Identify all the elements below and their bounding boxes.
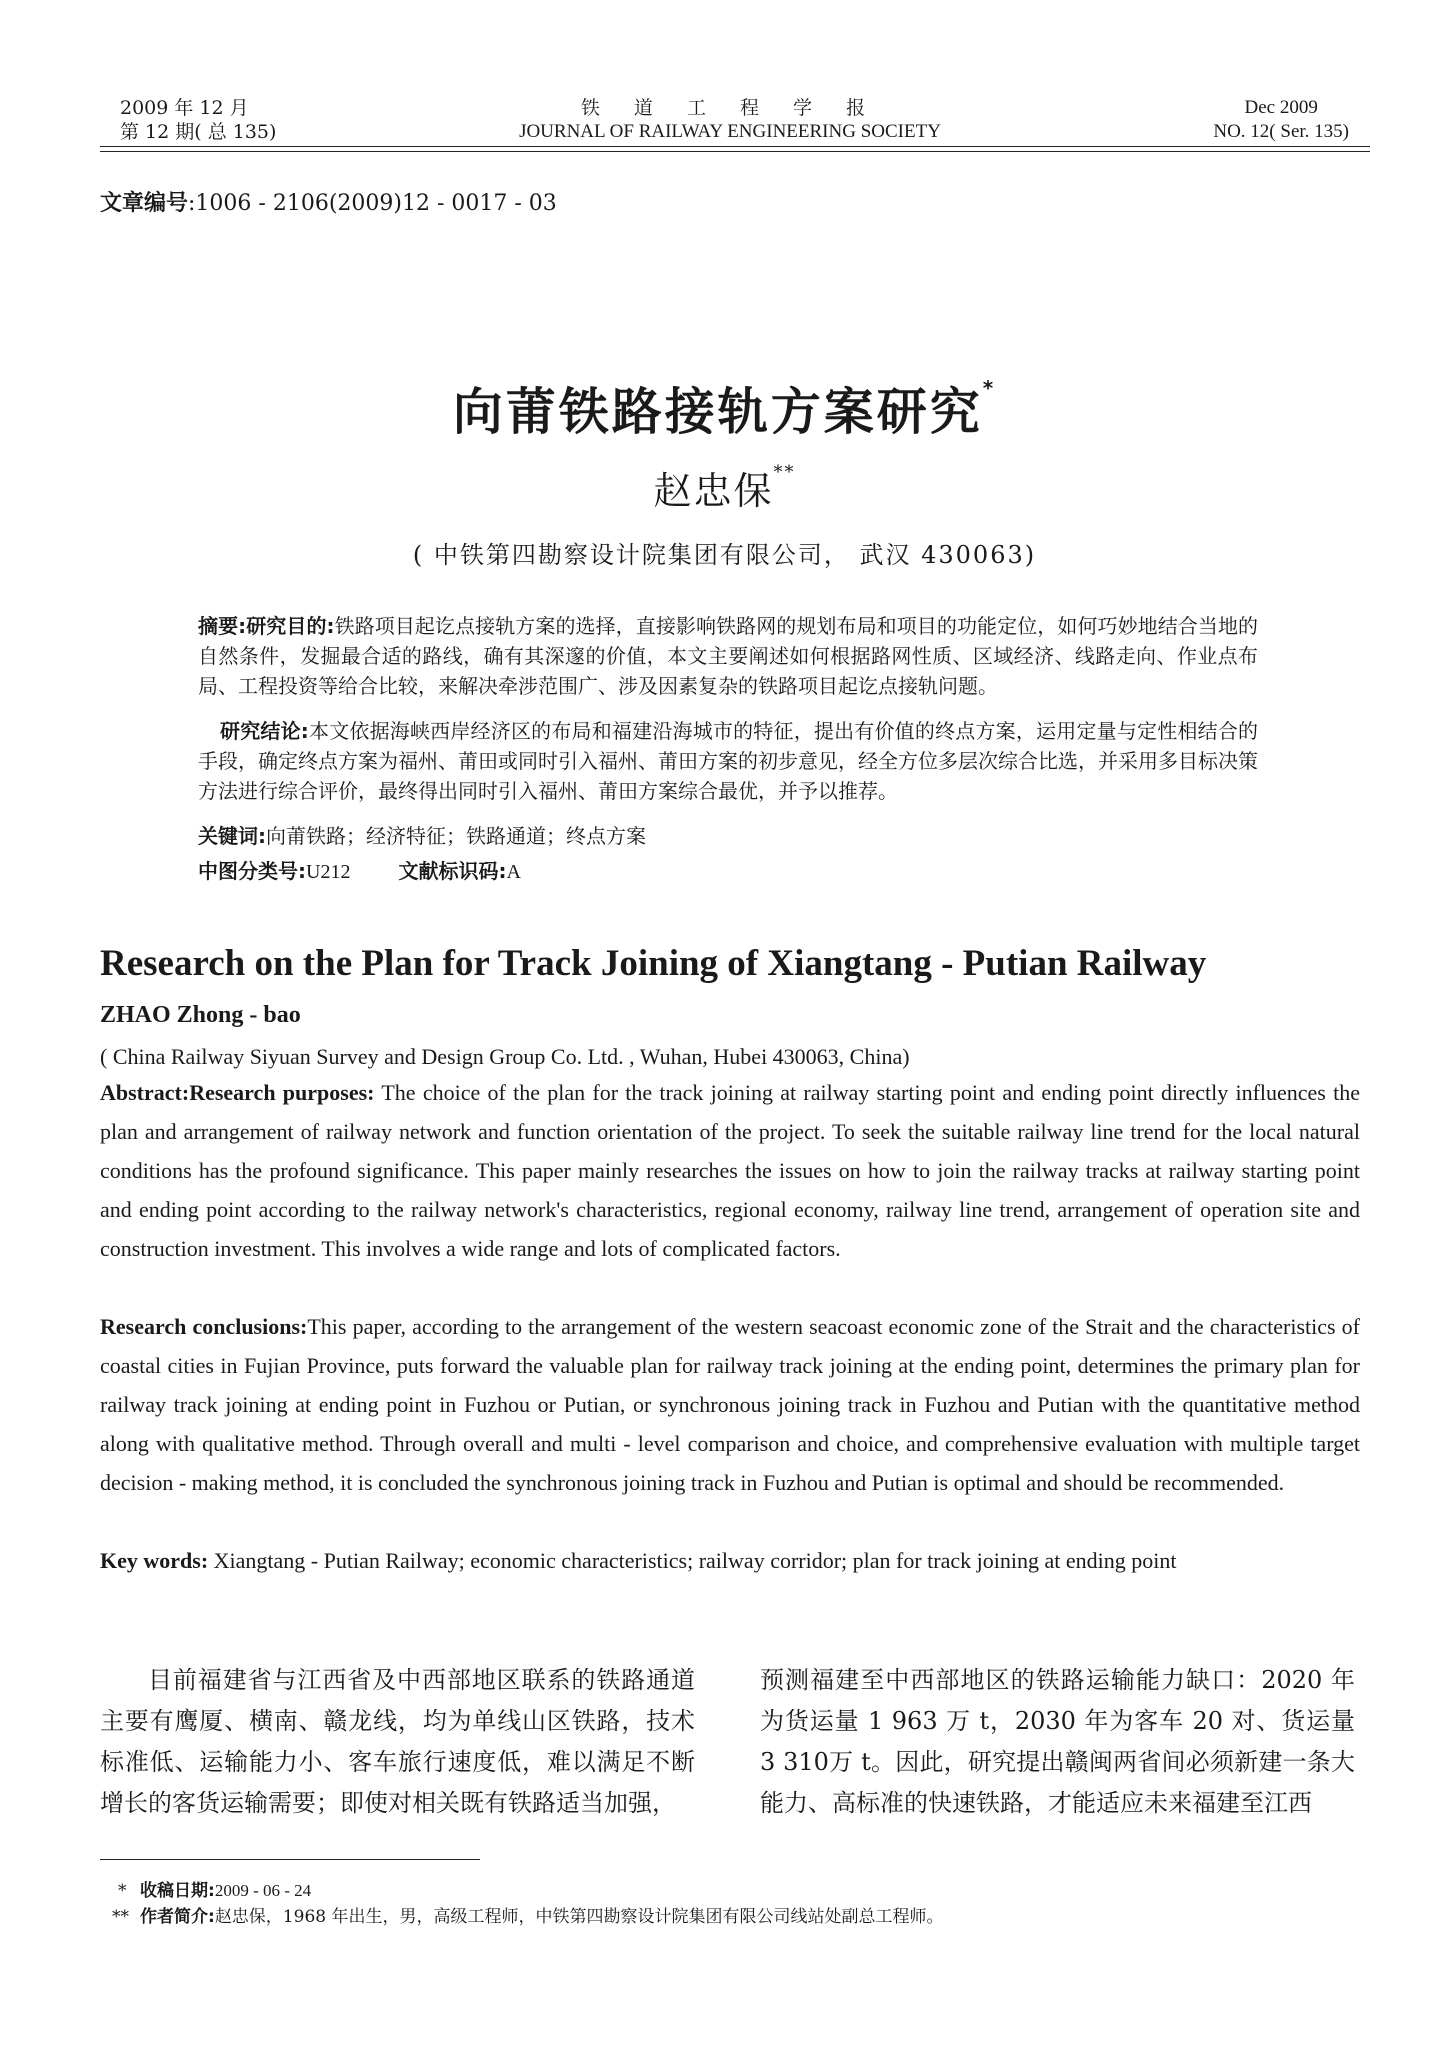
keywords-en [100, 1541, 1360, 1580]
header-left [120, 96, 276, 144]
body-column-right: 预测福建至中西部地区的铁路运输能力缺口：2020 年为货运量 1 963 万 t，2030 年为客车 20 对、货运量 3 310万 t。因此，研究提出赣闽两省间必须新建一条大能力、高标准的快速铁路，才能适应未来福建至江西 [760, 1666, 1355, 1817]
clc-value: U212 [306, 861, 351, 883]
doc-code-label: 文献标识码: [398, 859, 507, 883]
affiliation-cn: ( 中铁第四勘察设计院集团有限公司， 武汉 430063) [412, 541, 1037, 569]
doc-code-value: A [506, 861, 521, 883]
abstract-en-label: Abstract: [100, 1080, 190, 1105]
abstract-cn-conclusion [198, 716, 1258, 806]
affiliation-en: ( China Railway Siyuan Survey and Design Group Co. Ltd. , Wuhan, Hubei 430063, China) [100, 1044, 910, 1069]
clc-label: 中图分类号: [198, 859, 306, 883]
footnote-author-text: 赵忠保，1968 年出生，男，高级工程师，中铁第四勘察设计院集团有限公司线站处副总工程师。 [214, 1907, 944, 1927]
footnote-author [112, 1905, 943, 1929]
footnote-received [118, 1879, 311, 1903]
article-number-value: :1006 - 2106(2009)12 - 0017 - 03 [188, 191, 557, 216]
keywords-cn [198, 821, 1258, 851]
abstract-en-purpose-label: Research purposes: [189, 1080, 375, 1105]
header-center [470, 96, 990, 144]
journal-name-cn: 铁 道 工 程 学 报 [580, 97, 880, 119]
author-cn: 赵忠保 [653, 469, 774, 513]
keywords-cn-text: 向莆铁路；经济特征；铁路通道；终点方案 [266, 824, 646, 848]
classification-line [198, 856, 1258, 887]
author-cn-container [0, 460, 1449, 515]
header-date-en: Dec 2009 [1244, 97, 1318, 118]
title-footnote-mark: * [982, 376, 997, 400]
abstract-en-conclusion [100, 1307, 1360, 1502]
abstract-cn-label: 摘要: [198, 614, 247, 638]
title-en: Research on the Plan for Track Joining of Xiangtang - Putian Railway [100, 943, 1207, 984]
header-issue-cn: 第 12 期( 总 135) [120, 121, 277, 143]
header-rule-thin [100, 151, 1370, 152]
body-column-left: 目前福建省与江西省及中西部地区联系的铁路通道主要有鹰厦、横南、赣龙线，均为单线山区铁路，技术标准低、运输能力小、客车旅行速度低，难以满足不断增长的客货运输需要；即使对相关既有铁路适当加强， [100, 1666, 695, 1817]
header-issue-en: NO. 12( Ser. 135) [1213, 121, 1349, 142]
author-footnote-mark: ** [773, 462, 796, 483]
abstract-cn-conclusion-label: 研究结论: [220, 719, 309, 743]
footnote-rule [100, 1859, 480, 1860]
abstract-en-purpose [100, 1073, 1360, 1268]
article-number [100, 186, 557, 217]
footnote-author-mark: ** [112, 1907, 129, 1927]
abstract-en-conclusion-text: This paper, according to the arrangement of the western seacoast economic zone of the Strait and the characteristics of coastal cities in Fujian Province, puts forward the valuable plan for railway track joining at the ending point, determines the primary plan for railway track joining at ending point in Fuzhou or Putian, or synchronous joining track in Fuzhou and Putian with the quantitative method along with qualitative method. Through overall and multi - level comparison and choice, and comprehensive evaluation with multiple target decision - making method, it is concluded the synchronous joining track in Fuzhou and Putian is optimal and should be recommended. [100, 1314, 1360, 1495]
footnote-received-label: 收稿日期: [140, 1881, 215, 1901]
article-number-label: 文章编号 [100, 191, 189, 216]
abstract-en-purpose-text: The choice of the plan for the track joining at railway starting point and ending point directly influences the plan and arrangement of railway network and function orientation of the project. To seek the suitable railway line trend for the local natural conditions has the profound significance. This paper mainly researches the issues on how to join the railway tracks at railway starting point and ending point according to the railway network's characteristics, regional economy, railway line trend, arrangement of operation site and construction investment. This involves a wide range and lots of complicated factors. [100, 1080, 1360, 1261]
header-rule-thick [100, 146, 1370, 147]
keywords-en-label: Key words: [100, 1548, 209, 1573]
title-cn-container [0, 372, 1449, 444]
journal-name-en: JOURNAL OF RAILWAY ENGINEERING SOCIETY [519, 121, 941, 142]
author-en: ZHAO Zhong - bao [100, 1002, 301, 1028]
keywords-en-text: Xiangtang - Putian Railway; economic characteristics; railway corridor; plan for track joining at ending point [208, 1548, 1177, 1573]
footnote-received-text: 2009 - 06 - 24 [214, 1881, 312, 1900]
title-cn: 向莆铁路接轨方案研究 [452, 383, 983, 441]
abstract-en-conclusion-label: Research conclusions: [100, 1314, 308, 1339]
header-date-cn: 2009 年 12 月 [120, 97, 249, 119]
keywords-cn-label: 关键词: [198, 824, 266, 848]
footnote-received-mark: * [118, 1881, 127, 1901]
abstract-cn-purpose-text: 铁路项目起讫点接轨方案的选择，直接影响铁路网的规划布局和项目的功能定位，如何巧妙地结合当地的自然条件，发掘最合适的路线，确有其深邃的价值，本文主要阐述如何根据路网性质、区域经济、线路走向、作业点布局、工程投资等给合比较，来解决牵涉范围广、涉及因素复杂的铁路项目起讫点接轨问题。 [198, 614, 1259, 698]
abstract-cn-conclusion-text: 本文依据海峡西岸经济区的布局和福建沿海城市的特征，提出有价值的终点方案，运用定量与定性相结合的手段，确定终点方案为福州、莆田或同时引入福州、莆田方案的初步意见，经全方位多层次综合比选，并采用多目标决策方法进行综合评价，最终得出同时引入福州、莆田方案综合最优，并予以推荐。 [198, 719, 1259, 803]
abstract-cn-purpose-label: 研究目的: [246, 614, 335, 638]
header-right [1213, 96, 1349, 144]
footnote-author-label: 作者简介: [140, 1907, 215, 1927]
abstract-cn-purpose [198, 611, 1258, 701]
